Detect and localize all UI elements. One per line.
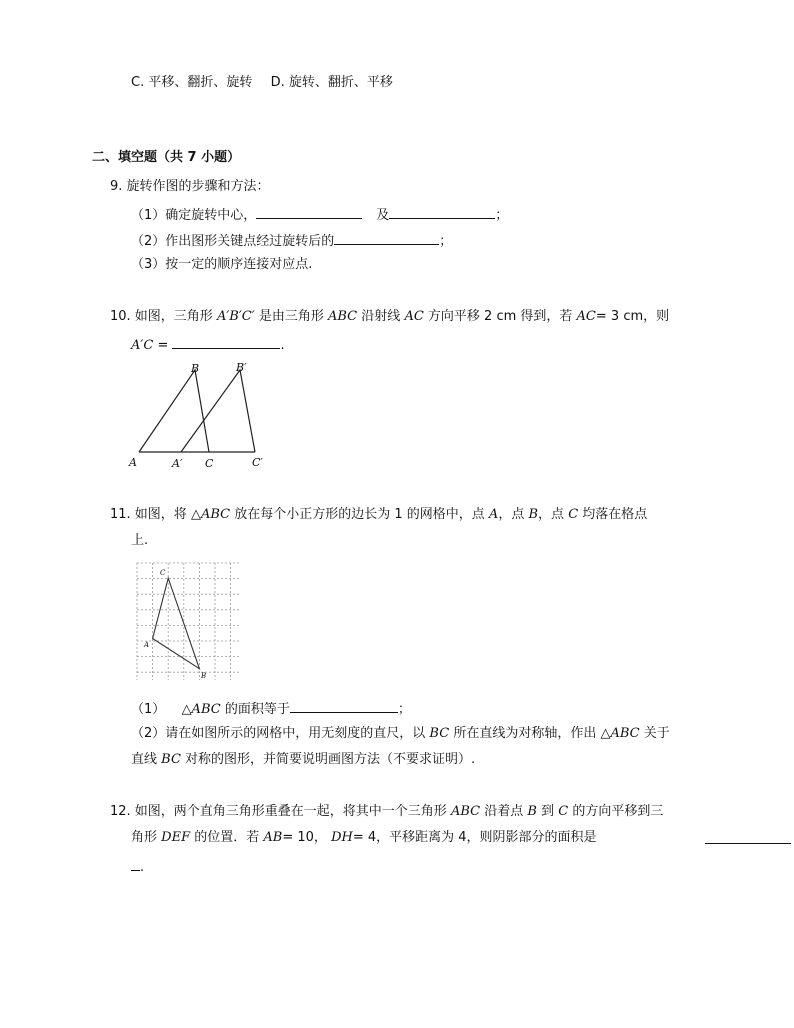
triangle-abc [139, 370, 209, 452]
label-c: C [205, 457, 214, 470]
q8-options [131, 75, 393, 91]
triangle-abc [153, 578, 200, 669]
label-c-prime: C′ [252, 456, 263, 469]
q9-stem: 9. 旋转作图的步骤和方法： [110, 179, 270, 194]
answer-blank[interactable] [256, 205, 362, 219]
triangle-abc-prime [181, 370, 255, 452]
answer-blank[interactable] [172, 335, 280, 349]
answer-blank[interactable] [389, 205, 495, 219]
label-a: A [129, 456, 137, 469]
q11-part1: （1） △ABC 的面积等于 ； [131, 699, 411, 718]
q10-stem-line1: 10. 如图，三角形 A′B′C′ 是由三角形 ABC 沿射线 AC 方向平移 2 cm 得到，若 AC= 3 cm，则 [110, 309, 670, 324]
label-b-prime: B′ [236, 361, 247, 374]
q11-part2-line2: 直线 BC 对称的图形，并简要说明画图方法（不要求证明）. [131, 752, 476, 767]
q10-figure [125, 358, 275, 473]
answer-blank[interactable] [290, 699, 398, 713]
answer-blank[interactable] [334, 231, 439, 245]
q9-step2: （2）作出图形关键点经过旋转后的 ； [131, 231, 452, 250]
q12-stem-line3: . [131, 857, 144, 876]
section-heading: 二、填空题（共 7 小题） [92, 150, 241, 165]
q8-option-c: C. 平移、翻折、旋转 [131, 75, 253, 90]
q10-stem-line2: A′C = . [131, 335, 285, 354]
label-c: C [160, 569, 166, 577]
q11-stem-line1: 11. 如图，将 △ABC 放在每个小正方形的边长为 1 的网格中，点 A，点 B，点 C 均落在格点 [110, 507, 648, 522]
q8-option-d: D. 旋转、翻折、平移 [270, 75, 393, 90]
label-a-prime: A′ [172, 457, 183, 470]
q12-answer-blank[interactable] [705, 830, 791, 849]
q12-stem-line1: 12. 如图，两个直角三角形重叠在一起，将其中一个三角形 ABC 沿着点 B 到 C 的方向平移到三 [110, 804, 664, 819]
q11-stem-line2: 上. [131, 533, 149, 548]
q9-step1: （1）确定旋转中心， 及 ； [131, 205, 508, 224]
q11-part2-line1: （2）请在如图所示的网格中，用无刻度的直尺，以 BC 所在直线为对称轴，作出 △ABC 关于 [131, 726, 670, 741]
label-a: A [144, 641, 150, 649]
q12-stem-line2: 角形 DEF 的位置．若 AB= 10， DH= 4，平移距离为 4，则阴影部分的面积是 [131, 830, 597, 845]
q9-step3: （3）按一定的顺序连接对应点. [131, 257, 313, 272]
label-b: B [191, 362, 200, 375]
label-b: B [201, 672, 207, 680]
q11-grid-figure [137, 563, 243, 681]
